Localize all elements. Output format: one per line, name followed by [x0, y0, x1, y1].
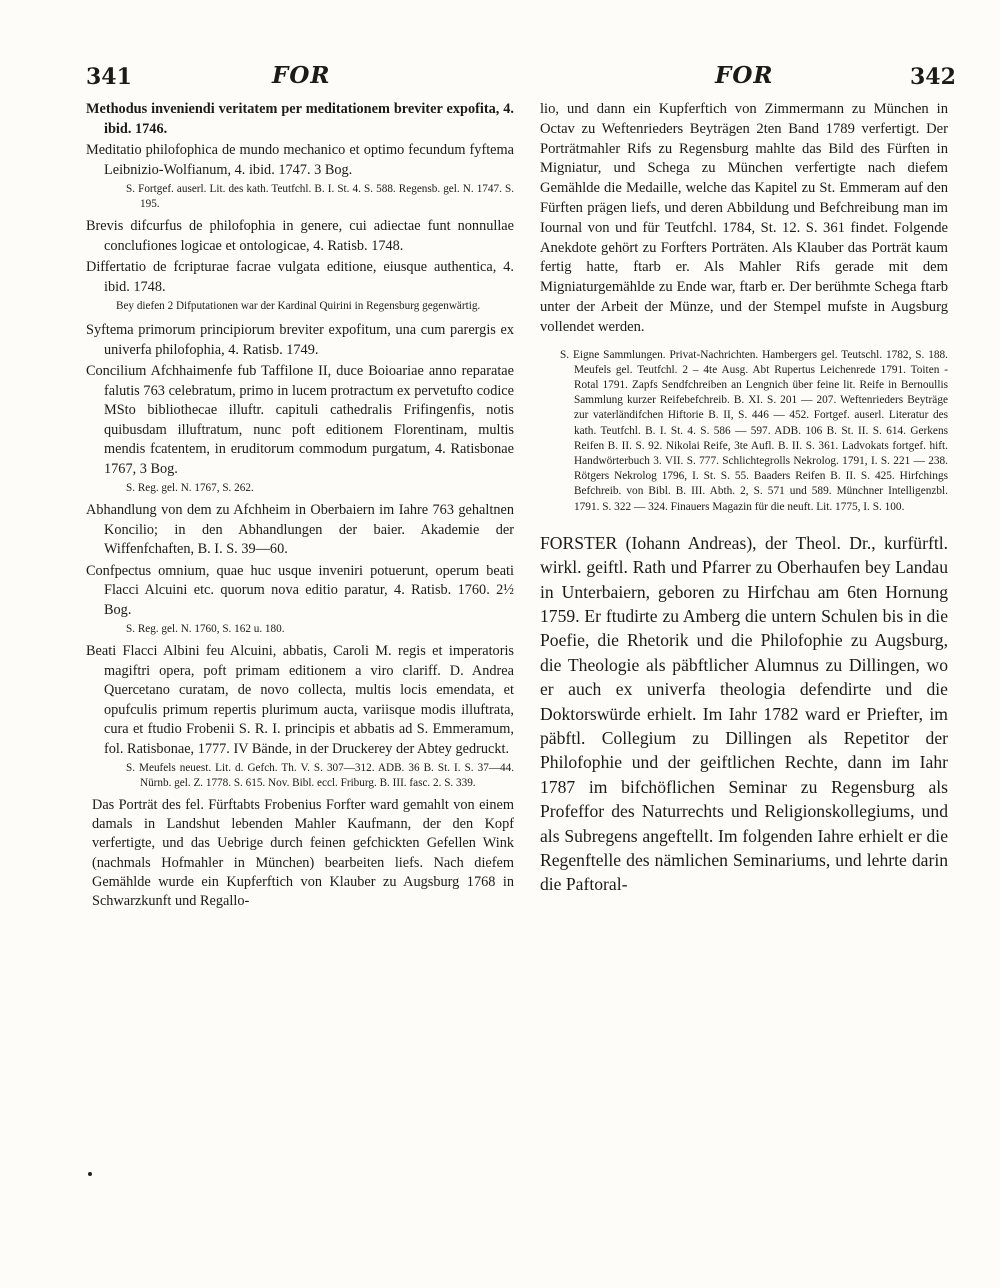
sources-note: S. Eigne Sammlungen. Privat-Nachrichten. Hambergers gel. Teutschl. 1782, S. 188. Meufels gel. Teutfchl. 2 – 4te Ausg. Abt Rupertus Leichenrede 1791. Toiten - Rotal 1791. Zapfs Sendfchreiben an Lengnich über feine lit. Reife in Bernoullis Sammlung kurzer Reifebefchreib. B. XI. S. 201 — 207. Weftenrieders Beyträge zur vaterländifchen Hiftorie B. II, S. 446 — 452. Fortgef. auserl. Literatur des kath. Teutfchl. B. I. St. 4. S. 586 — 597. ADB. 106 B. St. II. S. 614. Gerkens Reifen B. II. S. 92. Nikolai Reife, 3te Aufl. B. II. S. 361. Ladvokats fortgef. hift. Handwörterbuch 3. VII. S. 777. Schlichtegrolls Nekrolog. 1791, I. S. 221 — 238. Rötgers Nekrolog 1796, I. St. S. 55. Baaders Reifen B. II. S. 425. Hirfchings Befchreib. von Bibl. B. III. Abth. 2, S. 571 und 589. Münchner Intelligenzbl. 1791. S. 322 — 324. Finauers Magazin für die neuft. Lit. 1775, I. S. 100. [560, 348, 948, 513]
reference-note: S. Reg. gel. N. 1767, S. 262. [126, 482, 254, 494]
right-column [540, 100, 948, 897]
bibliography-entry: Beati Flacci Albini feu Alcuini, abbatis, Caroli M. regis et imperatoris magiftri opera, poft primam editionem a viro clariff. D. Andrea Quercetano curatam, de novo collecta, multis locis emendata, et opufculis primum repertis plurimum aucta, variisque modis illuftrata, cura et ftudio Frobenii S. R. I. principis et abbatis ad S. Emmeramum, fol. Ratisbonae, 1777. IV Bände, in der Druckerey der Abtey gedruckt. [86, 643, 514, 757]
catchword-left: FOR [272, 62, 331, 89]
bibliography-entry: Confpectus omnium, quae huc usque inveniri potuerunt, operum beati Flacci Alcuini etc. quorum nova editio paratur, 4. Ratisb. 1760. 2½ Bog. [86, 562, 514, 618]
reference-note: S. Fortgef. auserl. Lit. des kath. Teutfchl. B. I. St. 4. S. 588. Regensb. gel. N. 1747. S. 195. [126, 183, 514, 210]
running-header [0, 58, 1000, 98]
page-number-left: 341 [86, 64, 132, 90]
reference-note: S. Reg. gel. N. 1760, S. 162 u. 180. [126, 623, 285, 635]
annotation-note: Bey diefen 2 Difputationen war der Kardinal Quirini in Regensburg gegenwärtig. [116, 300, 481, 312]
bibliography-entry: Meditatio philofophica de mundo mechanico et optimo fecundum fyftema Leibnizio-Wolfianum, 4. ibid. 1747. 3 Bog. [86, 142, 514, 178]
left-column [86, 100, 514, 911]
portrait-paragraph: Das Porträt des fel. Fürftabts Frobenius Forfter ward gemahlt von einem damals in Landshut lebenden Mahler Kaufmann, der den Kopf verfertigte, und das Uebrige durch feinen gefchickten Gefellen Wink (nachmals Hofmahler in München) bearbeiten liefs. Nach diefem Gemählde wurde ein Kupferftich von Klauber zu Augsburg 1768 in Schwarzkunft und Regallo- [92, 797, 514, 910]
catchword-right: FOR [715, 62, 774, 89]
reference-note: S. Meufels neuest. Lit. d. Gefch. Th. V. S. 307—312. ADB. 36 B. St. I. S. 37—44. Nürnb. gel. Z. 1778. S. 615. Nov. Bibl. eccl. Friburg. B. III. fasc. 2. S. 339. [126, 762, 514, 789]
bibliography-entry: Syftema primorum principiorum breviter expofitum, una cum parergis ex univerfa philofophia, 4. Ratisb. 1749. [86, 322, 514, 358]
bibliography-entry: Concilium Afchhaimenfe fub Taffilone II, duce Boioariae anno reparatae falutis 763 celebratum, primo in lucem protractum ex pervetufto codice MSto bibliothecae illuftr. capituli cathedralis Frifingenfis, notis quibusdam illuftratum, nunc poft editionem Florentinam, multis mendis fcatentem, in eruditorum commodum purgatum, 4. Ratisbonae 1767, 3 Bog. [86, 363, 514, 477]
portrait-paragraph-continued: lio, und dann ein Kupferftich von Zimmermann zu München in Octav zu Weftenrieders Beyträgen 2ten Band 1789 verfertigt. Der Porträtmahler Rifs zu Regensburg mahlte das Bild des Fürften in Migniatur, und Schega zu München verfertigte nach diefem Gemählde die Medaille, welche das Kapitel zu St. Emmeram auf den Fürften prägen liefs, und deren Abbildung und Befchreibung man im Iournal von und für Teutfchl. 1784, St. 12. S. 361 findet. Folgende Anekdote gehört zu Forfters Porträten. Als Klauber das Porträt kaum fertig hatte, ftarb er. Als Mahler Rifs gerade mit dem Migniaturgemählde zu Ende war, ftarb er. Der berühmte Schega ftarb unter der Arbeit der Münze, und der Stempel mufste in Augsburg vollendet werden. [540, 101, 948, 335]
ink-speck [88, 1172, 92, 1176]
bibliography-entry: Differtatio de fcripturae facrae vulgata editione, eiusque authentica, 4. ibid. 1748. [86, 259, 514, 295]
bibliography-entry: Methodus inveniendi veritatem per meditationem breviter expofita, 4. ibid. 1746. [86, 101, 514, 137]
biography-entry-forster: FORSTER (Iohann Andreas), der Theol. Dr., kurfürftl. wirkl. geiftl. Rath und Pfarrer zu Oberhaufen bey Landau in Unterbaiern, geboren zu Hirfchau am 6ten Hornung 1759. Er ftudirte zu Amberg die untern Schulen bis in die Poefie, die Rhetorik und die Philofophie zu Augsburg, die Theologie als päbftlicher Alumnus zu Dillingen, wo er auch ex univerfa theologia defendirte und die Doktorswürde erhielt. Im Iahr 1782 ward er Priefter, im päbftl. Collegium zu Dillingen als Repetitor der Philofophie und der geiftlichen Rechte, dann im Iahr 1787 im bifchöflichen Seminar zu Regensburg als Profeffor des Naturrechts und Religionskollegiums, und als Subregens angeftellt. Im folgenden Iahre erhielt er die Regenftelle des nämlichen Seminariums, und lehrte darin die Paftoral- [540, 532, 948, 895]
bibliography-entry: Abhandlung von dem zu Afchheim in Oberbaiern im Iahre 763 gehaltnen Koncilio; in den Abhandlungen der baier. Akademie der Wiffenfchaften, B. I. S. 39—60. [86, 502, 514, 557]
page-number-right: 342 [910, 64, 956, 90]
bibliography-entry: Brevis difcurfus de philofophia in genere, cui adiectae funt nonnullae conclufiones logicae et ontologicae, 4. Ratisb. 1748. [86, 218, 514, 254]
